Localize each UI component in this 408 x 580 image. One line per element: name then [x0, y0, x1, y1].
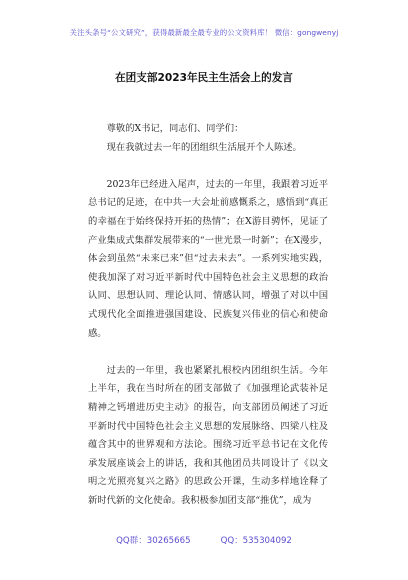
- qq-group-text: QQ群：30265665: [116, 536, 191, 546]
- document-body: [88, 120, 328, 510]
- contact-footer: [0, 534, 408, 546]
- promo-banner: 关注头条号“公文研究”，获得最新最全最专业的公文资料库！ 微信：gongwenyj: [69, 28, 339, 37]
- document-title: 在团支部2023年民主生活会上的发言: [115, 72, 293, 84]
- intro-paragraph: 现在我就过去一年的团组织生活展开个人陈述。: [106, 141, 302, 153]
- body-paragraph-2: 过去的一年里，我也紧紧扎根校内团组织生活。今年上半年，我在当时所在的团支部做了《加强理论武装补足精神之钙增进历史主动》的报告，向支部团员阐述了习近平新时代中国特色社会主义思想的发展脉络、四梁八柱及蕴含其中的世界观和方法论。围绕习近平总书记在文化传承发展座谈会上的讲话，我和其他团员共同设计了《以文明之光照亮复兴之路》的思政公开课，生动多样地诠释了新时代新的文化使命。我积极参加团支部“推优”，成为: [88, 364, 328, 506]
- salutation-paragraph: 尊敬的X书记，同志们、同学们：: [106, 123, 244, 134]
- body-paragraph-1: 2023年已经进入尾声，过去的一年里，我跟着习近平总书记的足迹，在中共一大会址前感慨系之，感悟到“真正的幸福在于始终保持开拓的热情”；在X游目骋怀，见证了产业集成式集群发展带来的“一世光景一时新”；在X漫步，体会到虽然“未来已来”但“过去未去”。一系列实地实践，使我加深了对习近平新时代中国特色社会主义思想的政治认同、思想认同、理论认同、情感认同，增强了对以中国式现代化全面推进强国建设、民族复兴伟业的信心和使命感。: [88, 178, 328, 339]
- qq-contact-text: QQ：535304092: [220, 536, 292, 546]
